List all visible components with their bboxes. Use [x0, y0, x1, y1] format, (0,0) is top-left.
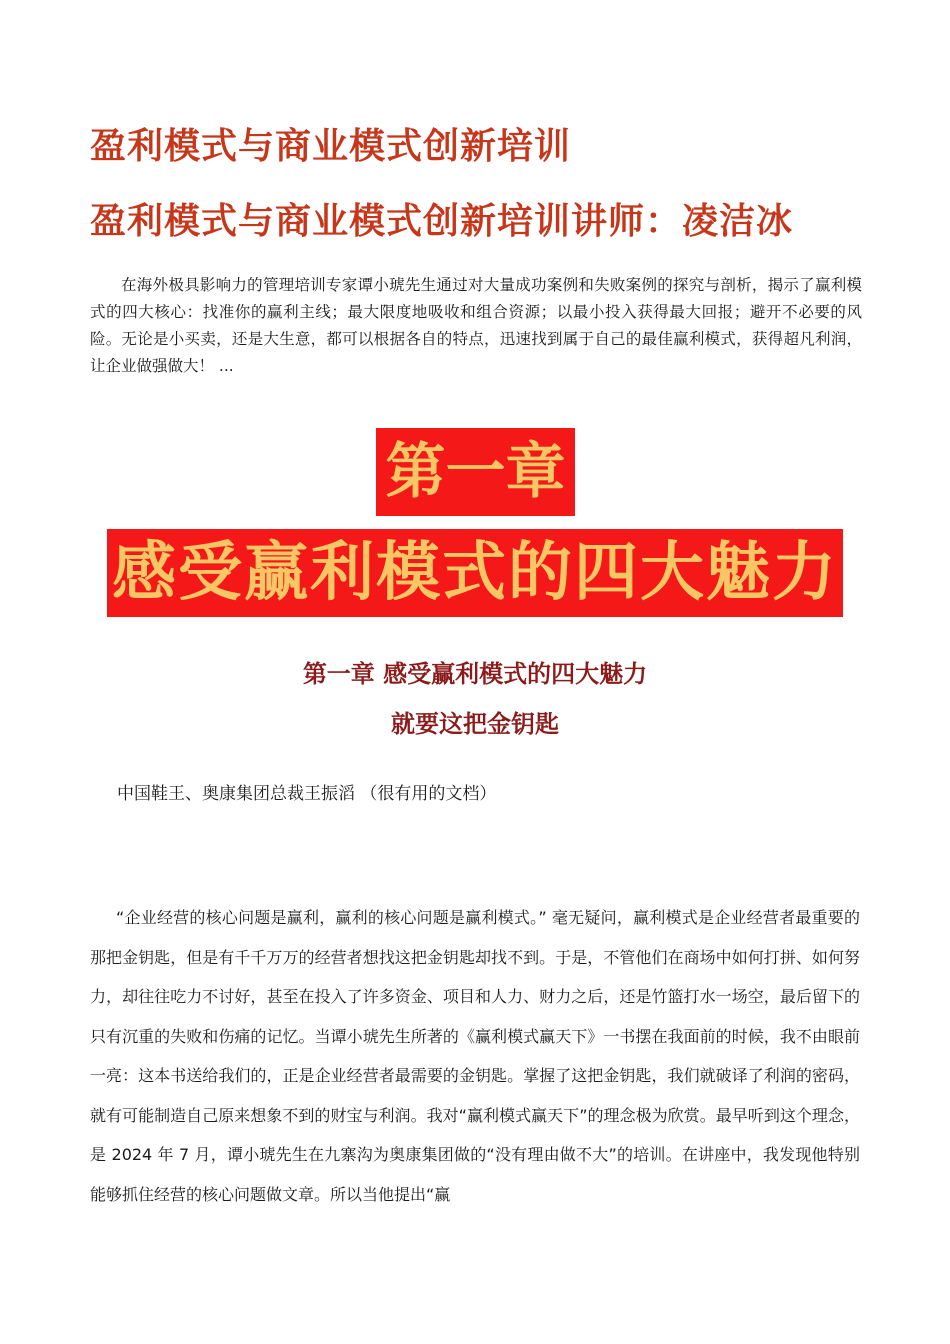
chapter-subheading: 第一章 感受赢利模式的四大魅力: [302, 660, 648, 688]
chapter-subheading-key: 就要这把金钥匙: [391, 710, 559, 738]
body-paragraph: “企业经营的核心问题是赢利，赢利的核心问题是赢利模式。” 毫无疑问，赢利模式是企业经营者最重要的那把金钥匙，但是有千千万万的经营者想找这把金钥匙却找不到。于是，不管他们在商场中如何打拼、如何努力，却往往吃力不讨好，甚至在投入了许多资金、项目和人力、财力之后，还是竹篮打水一场空，最后留下的只有沉重的失败和伤痛的记忆。当谭小琥先生所著的《赢利模式赢天下》一书摆在我面前的时候，我不由眼前一亮：这本书送给我们的，正是企业经营者最需要的金钥匙。掌握了这把金钥匙，我们就破译了利润的密码，就有可能制造自己原来想象不到的财宝与利润。我对“赢利模式赢天下”的理念极为欣赏。最早听到这个理念，是 2024 年 7 月，谭小琥先生在九寨沟为奥康集团做的“没有理由做不大”的培训。在讲座中，我发现他特别能够抓住经营的核心问题做文章。所以当他提出“赢: [90, 908, 860, 1204]
intro-paragraph: 在海外极具影响力的管理培训专家谭小琥先生通过对大量成功案例和失败案例的探究与剖析，揭示了赢利模式的四大核心：找准你的赢利主线；最大限度地吸收和组合资源；以最小投入获得最大回报；避开不必要的风险。无论是小买卖，还是大生意，都可以根据各自的特点，迅速找到属于自己的最佳赢利模式，获得超凡利润，让企业做强做大！ ...: [90, 276, 862, 375]
document-title: 盈利模式与商业模式创新培训: [90, 126, 572, 167]
chapter-heading-banner: 感受赢利模式的四大魅力: [107, 529, 843, 617]
chapter-banner: 第一章: [376, 428, 575, 516]
author-attribution: 中国鞋王、奥康集团总裁王振滔 （很有用的文档）: [117, 784, 497, 804]
document-title-with-lecturer: 盈利模式与商业模式创新培训讲师：凌洁冰: [90, 201, 794, 242]
